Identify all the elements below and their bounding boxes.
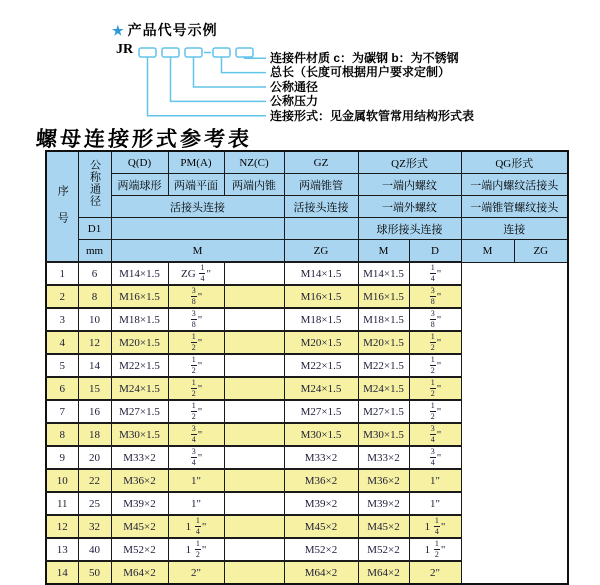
- cell-dn: 10: [78, 308, 111, 331]
- cell-qg-zg: 1": [409, 492, 461, 515]
- header-qg-zg: ZG: [514, 240, 568, 263]
- cell-no: 12: [46, 515, 78, 538]
- code-legend-line: 连接形式：见金属软管常用结构形式表: [270, 108, 475, 123]
- cell-qg-zg: $\frac{3}{4}$ ": [409, 423, 461, 446]
- cell-qg-m: M27×1.5: [358, 400, 409, 423]
- cell-no: 3: [46, 308, 78, 331]
- code-box: [139, 48, 156, 57]
- cell-m: M64×2: [111, 561, 168, 584]
- header-qz-d: D: [409, 240, 461, 263]
- header-blank: [111, 218, 284, 240]
- cell-qz-d: M52×2: [284, 538, 358, 561]
- table-row: [46, 538, 568, 561]
- cell-gz: 1": [168, 492, 224, 515]
- header-pm-desc: 两端平面: [168, 174, 224, 196]
- table-row: [46, 469, 568, 492]
- cell-gz: $\frac{1}{2}$ ": [168, 331, 224, 354]
- star-icon: ★: [112, 23, 125, 38]
- code-box: [213, 48, 230, 57]
- table-row: [46, 423, 568, 446]
- code-legend-line: 公称压力: [270, 94, 319, 109]
- cell-gz: $\frac{1}{2}$ ": [168, 354, 224, 377]
- cell-qz-m: [224, 354, 284, 377]
- cell-no: 5: [46, 354, 78, 377]
- cell-qg-m: M33×2: [358, 446, 409, 469]
- table-row: [46, 515, 568, 538]
- product-code-example-label: 产品代号示例: [127, 22, 218, 38]
- cell-dn: 16: [78, 400, 111, 423]
- code-box: [236, 48, 253, 57]
- cell-qg-m: M24×1.5: [358, 377, 409, 400]
- cell-m: M39×2: [111, 492, 168, 515]
- table-row: [46, 331, 568, 354]
- table-row: [46, 377, 568, 400]
- code-box: [185, 48, 202, 57]
- cell-gz: $\frac{3}{8}$ ": [168, 308, 224, 331]
- cell-qg-zg: 1 $\frac{1}{4}$ ": [409, 515, 461, 538]
- table-row: [46, 262, 568, 285]
- cell-qg-zg: 1 $\frac{1}{2}$ ": [409, 538, 461, 561]
- cell-m: M27×1.5: [111, 400, 168, 423]
- cell-gz: 1 $\frac{1}{4}$ ": [168, 515, 224, 538]
- cell-qg-m: M22×1.5: [358, 354, 409, 377]
- cell-no: 1: [46, 262, 78, 285]
- cell-m: M52×2: [111, 538, 168, 561]
- cell-qz-m: [224, 308, 284, 331]
- cell-qz-m: [224, 285, 284, 308]
- cell-qz-m: [224, 400, 284, 423]
- cell-gz: $\frac{3}{4}$ ": [168, 423, 224, 446]
- cell-dn: 15: [78, 377, 111, 400]
- cell-qg-zg: $\frac{1}{4}$ ": [409, 262, 461, 285]
- cell-gz: $\frac{1}{2}$ ": [168, 377, 224, 400]
- header-mm: mm: [78, 240, 111, 263]
- cell-qz-d: M36×2: [284, 469, 358, 492]
- cell-dn: 18: [78, 423, 111, 446]
- cell-dn: 12: [78, 331, 111, 354]
- cell-m: M36×2: [111, 469, 168, 492]
- cell-dn: 14: [78, 354, 111, 377]
- cell-qz-m: [224, 446, 284, 469]
- cell-qg-zg: $\frac{3}{8}$ ": [409, 285, 461, 308]
- header-qg-m: M: [461, 240, 514, 263]
- cell-qz-m: [224, 423, 284, 446]
- header-gz-live-joint: 活接头连接: [284, 196, 358, 218]
- cell-no: 7: [46, 400, 78, 423]
- nut-connection-reference-table: [45, 150, 569, 585]
- cell-qz-d: M24×1.5: [284, 377, 358, 400]
- cell-qz-d: M64×2: [284, 561, 358, 584]
- header-nominal-diameter: 公称通径: [78, 151, 111, 218]
- header-qz-conn: 球形接头连接: [358, 218, 461, 240]
- cell-dn: 32: [78, 515, 111, 538]
- cell-m: M24×1.5: [111, 377, 168, 400]
- header-qz-m: M: [358, 240, 409, 263]
- cell-m: M33×2: [111, 446, 168, 469]
- cell-qz-d: M16×1.5: [284, 285, 358, 308]
- cell-gz: 1": [168, 469, 224, 492]
- header-zg: ZG: [284, 240, 358, 263]
- header-serial-no: 序号: [46, 151, 78, 262]
- table-row: [46, 354, 568, 377]
- cell-qz-m: [224, 331, 284, 354]
- cell-qg-zg: $\frac{1}{2}$ ": [409, 331, 461, 354]
- cell-qg-zg: $\frac{1}{2}$ ": [409, 400, 461, 423]
- cell-gz: $\frac{3}{4}$ ": [168, 446, 224, 469]
- cell-qz-m: [224, 561, 284, 584]
- table-row: [46, 308, 568, 331]
- cell-qz-d: M22×1.5: [284, 354, 358, 377]
- product-code-prefix: JR: [116, 42, 134, 57]
- cell-qz-d: M30×1.5: [284, 423, 358, 446]
- cell-qg-zg: 2": [409, 561, 461, 584]
- header-gz-desc: 两端锥管: [284, 174, 358, 196]
- cell-qg-m: M18×1.5: [358, 308, 409, 331]
- cell-no: 13: [46, 538, 78, 561]
- cell-qz-m: [224, 515, 284, 538]
- cell-gz: 2": [168, 561, 224, 584]
- cell-m: M18×1.5: [111, 308, 168, 331]
- table-row: [46, 446, 568, 469]
- cell-no: 4: [46, 331, 78, 354]
- header-col-pm: PM(A): [168, 151, 224, 174]
- cell-m: M16×1.5: [111, 285, 168, 308]
- cell-m: M20×1.5: [111, 331, 168, 354]
- cell-qg-m: M20×1.5: [358, 331, 409, 354]
- header-qg-conn: 连接: [461, 218, 568, 240]
- cell-dn: 20: [78, 446, 111, 469]
- header-col-qz: QZ形式: [358, 151, 461, 174]
- header-col-q: Q(D): [111, 151, 168, 174]
- cell-no: 6: [46, 377, 78, 400]
- cell-gz: 1 $\frac{1}{2}$ ": [168, 538, 224, 561]
- cell-dn: 22: [78, 469, 111, 492]
- header-qg-desc2: 一端锥管螺纹接头: [461, 196, 568, 218]
- cell-dn: 40: [78, 538, 111, 561]
- table-body: [46, 262, 568, 584]
- table-title: 螺母连接形式参考表: [35, 126, 253, 151]
- code-legend-line: 连接件材质 c：为碳钢 b：为不锈钢: [270, 51, 459, 65]
- cell-qz-m: [224, 377, 284, 400]
- cell-qz-m: [224, 492, 284, 515]
- table-row: [46, 400, 568, 423]
- cell-qz-d: M27×1.5: [284, 400, 358, 423]
- header-blank: [284, 218, 358, 240]
- cell-qz-d: M14×1.5: [284, 262, 358, 285]
- cell-no: 9: [46, 446, 78, 469]
- cell-qg-zg: $\frac{3}{8}$ ": [409, 308, 461, 331]
- table-row: [46, 561, 568, 584]
- cell-qg-m: M16×1.5: [358, 285, 409, 308]
- table-header: [46, 151, 568, 262]
- header-col-qg: QG形式: [461, 151, 568, 174]
- cell-qg-m: M30×1.5: [358, 423, 409, 446]
- table-row: [46, 492, 568, 515]
- header-d1: D1: [78, 218, 111, 240]
- header-q-desc: 两端球形: [111, 174, 168, 196]
- cell-qg-m: M36×2: [358, 469, 409, 492]
- cell-qg-m: M45×2: [358, 515, 409, 538]
- cell-qg-zg: $\frac{3}{4}$ ": [409, 446, 461, 469]
- cell-qz-d: M45×2: [284, 515, 358, 538]
- cell-gz: $\frac{3}{8}$ ": [168, 285, 224, 308]
- cell-m: M30×1.5: [111, 423, 168, 446]
- header-qz-desc1: 一端内螺纹: [358, 174, 461, 196]
- connector-line: [171, 57, 267, 101]
- header-col-gz: GZ: [284, 151, 358, 174]
- table-row: [46, 285, 568, 308]
- header-live-joint: 活接头连接: [111, 196, 284, 218]
- code-legend: [270, 51, 474, 123]
- cell-qz-d: M33×2: [284, 446, 358, 469]
- cell-qg-m: M39×2: [358, 492, 409, 515]
- cell-qg-zg: $\frac{1}{2}$ ": [409, 354, 461, 377]
- header-nz-desc: 两端内锥: [224, 174, 284, 196]
- cell-qg-zg: 1": [409, 469, 461, 492]
- cell-no: 11: [46, 492, 78, 515]
- cell-no: 8: [46, 423, 78, 446]
- cell-dn: 6: [78, 262, 111, 285]
- cell-m: M22×1.5: [111, 354, 168, 377]
- cell-m: M14×1.5: [111, 262, 168, 285]
- cell-dn: 50: [78, 561, 111, 584]
- cell-qz-d: M18×1.5: [284, 308, 358, 331]
- header-qz-desc2: 一端外螺纹: [358, 196, 461, 218]
- cell-no: 2: [46, 285, 78, 308]
- cell-qz-m: [224, 262, 284, 285]
- code-legend-line: 公称通径: [270, 79, 319, 94]
- cell-qz-d: M39×2: [284, 492, 358, 515]
- cell-qz-d: M20×1.5: [284, 331, 358, 354]
- cell-dn: 25: [78, 492, 111, 515]
- cell-no: 10: [46, 469, 78, 492]
- code-legend-line: 总长（长度可根据用户要求定制）: [270, 65, 451, 80]
- code-box: [162, 48, 179, 57]
- cell-qz-m: [224, 538, 284, 561]
- cell-m: M45×2: [111, 515, 168, 538]
- header-col-nz: NZ(C): [224, 151, 284, 174]
- connector-line: [222, 57, 267, 73]
- cell-dn: 8: [78, 285, 111, 308]
- cell-gz: $\frac{1}{2}$ ": [168, 400, 224, 423]
- header-qg-desc1: 一端内螺纹活接头: [461, 174, 568, 196]
- cell-qg-m: M64×2: [358, 561, 409, 584]
- cell-no: 14: [46, 561, 78, 584]
- cell-qg-zg: $\frac{1}{2}$ ": [409, 377, 461, 400]
- cell-gz: ZG $\frac{1}{4}$ ": [168, 262, 224, 285]
- header-m: M: [111, 240, 284, 263]
- cell-qz-m: [224, 469, 284, 492]
- cell-qg-m: M14×1.5: [358, 262, 409, 285]
- cell-qg-m: M52×2: [358, 538, 409, 561]
